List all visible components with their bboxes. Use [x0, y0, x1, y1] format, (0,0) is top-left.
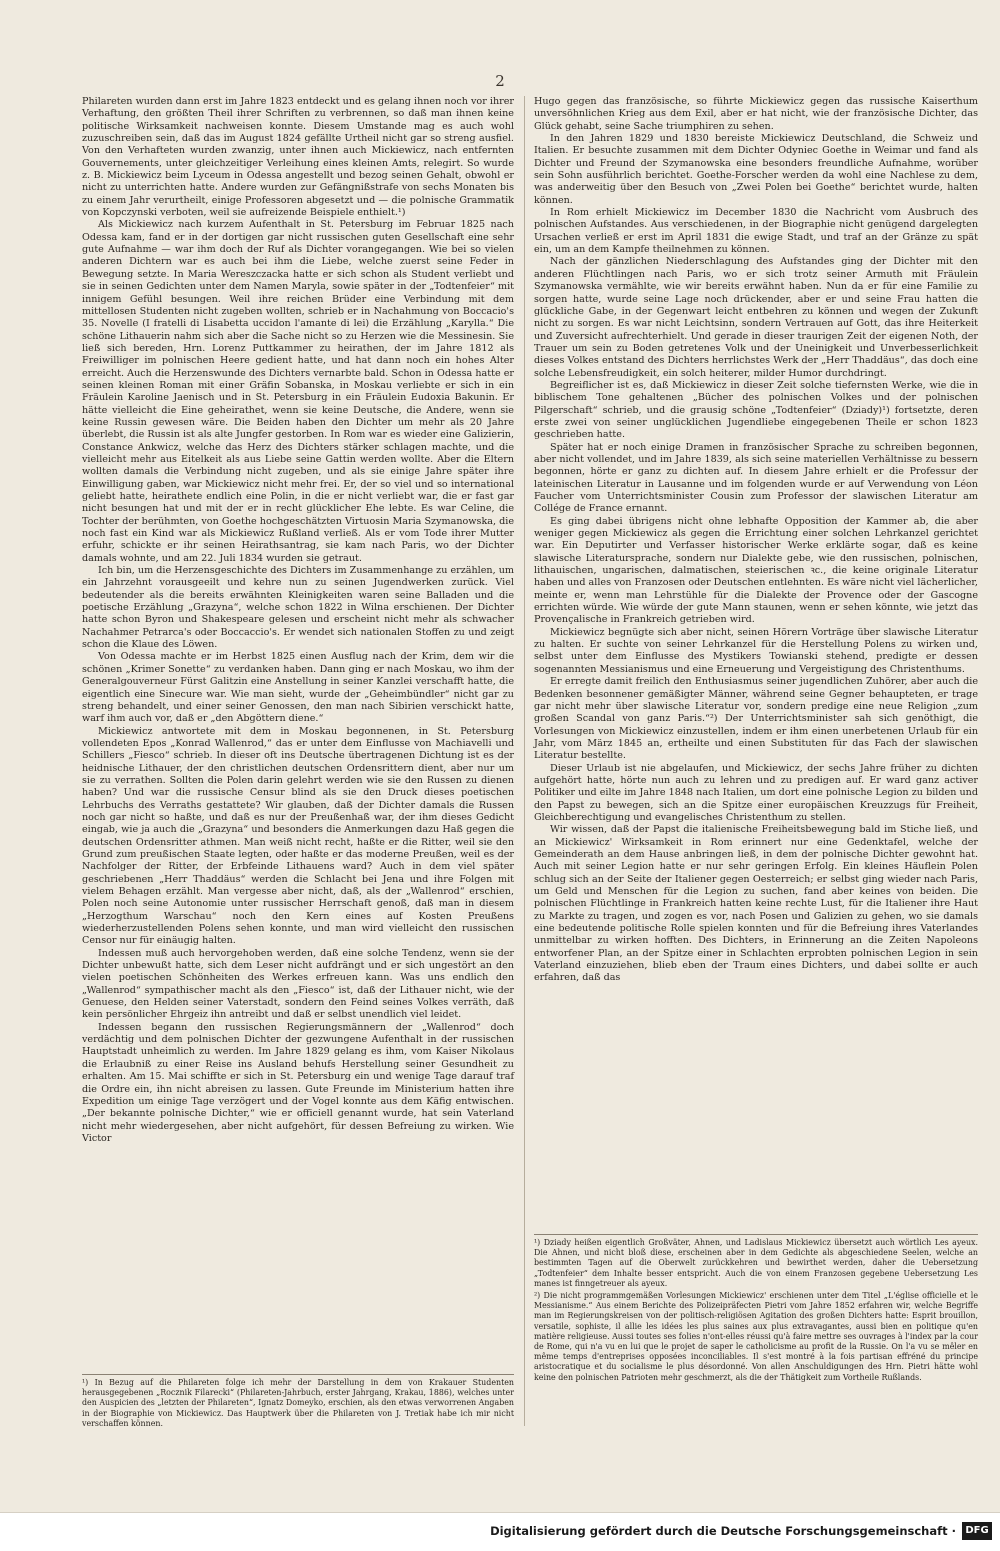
page-number: 2 [495, 72, 505, 90]
paragraph: Als Mickiewicz nach kurzem Aufenthalt in St. Petersburg im Februar 1825 nach Odessa kam, fand er in der dortigen gar nicht russischen guten Gesellschaft eine sehr gute Aufnahme — war ihm doch der Ruf als Dichter vorangegangen. Wie bei so vielen anderen Dichtern war es auch bei ihm die Liebe, welche zuerst seine Feder in Bewegung setzte. In Maria Wereszczacka hatte er sich schon als Student verliebt und sie in seinen Gedichten unter dem Namen Maryla, sowie später in der „Todtenfeier“ mit innigem Gefühl besungen. Weil ihre reichen Brüder eine Verbindung mit dem mittellosen Studenten nicht zugeben wollten, schrieb er in Nachahmung von Boccacio's 35. Novelle (I fratelli di Lisabetta uccidon l'amante di lei) die Erzählung „Karylla.“ Die schöne Lithauerin nahm sich aber die Sache nicht so zu Herzen wie die Messinesin. Sie ließ sich bereden, Hrn. Lorenz Puttkammer zu heirathen, der im Jahre 1812 als Freiwilliger im polnischen Heere gedient hatte, und hat dann noch ein hohes Alter erreicht. Auch die Herzenswunde des Dichters vernarbte bald. Schon in Odessa hatte er seinen kleinen Roman mit einer Gräfin Sobanska, in Moskau verliebte er sich in ein Fräulein Karoline Jaenisch und in St. Petersburg in ein Fräulein Eudoxia Bakunin. Er hätte vielleicht die Eine geheirathet, wenn sie keine Deutsche, die Andere, wenn sie keine Russin gewesen wäre. Die Beiden haben den Dichter um mehr als 20 Jahre überlebt, die Russin ist als alte Jungfer gestorben. In Rom war es wieder eine Galizierin, Constance Ankwicz, welche das Herz des Dichters stärker schlagen machte, und die vielleicht mehr aus Eitelkeit als aus Liebe seine Gattin werden wollte. Aber die Eltern wollten damals die Verbindung nicht zugeben, und als sie einige Jahre später ihre Einwilligung gaben, war Mickiewicz nicht mehr frei. Er, der so viel und so international geliebt hatte, heirathete endlich eine Polin, in die er nicht verliebt war, die er fast gar nicht besungen hat und mit der er in recht glücklicher Ehe lebte. Es war Celine, die Tochter der berühmten, von Goethe hochgeschätzten Virtuosin Maria Szymanowska, die noch fast ein Kind war als Mickiewicz Rußland verließ. Als er vom Tode ihrer Mutter erfuhr, schickte er ihr seinen Heirathsantrag, sie kam nach Paris, wo der Dichter damals wohnte, und am 22. Juli 1834 wurden sie getraut. [82, 219, 514, 564]
paragraph: Später hat er noch einige Dramen in französischer Sprache zu schreiben begonnen, aber nicht vollendet, und im Jahre 1839, als sich seine materiellen Verhältnisse zu bessern begonnen, hörte er ganz zu dichten auf. In diesem Jahre erhielt er die Professur der lateinischen Literatur in Lausanne und im folgenden wurde er auf Verwendung von Léon Faucher vom Unterrichtsminister Cousin zum Professor der slawischen Literatur am Collége de France ernannt. [534, 441, 978, 515]
paragraph: Ich bin, um die Herzensgeschichte des Dichters im Zusammenhange zu erzählen, um ein Jahrzehnt vorausgeeilt und kehre nun zu seinen Jugendwerken zurück. Viel bedeutender als die bereits erwähnten Kleinigkeiten waren seine Balladen und die poetische Erzählung „Grazyna“, welche schon 1822 in Wilna erschienen. Der Dichter hatte schon Byron und Shakespeare gelesen und erscheint nicht mehr als schwacher Nachahmer Petrarca's oder Boccaccio's. Er wendet sich nationalen Stoffen zu und zeigt schon die Klaue des Löwen. [82, 565, 514, 651]
footnote: ¹) Dziady heißen eigentlich Großväter, Ahnen, und Ladislaus Mickiewicz übersetzt auch wörtlich Les ayeux. Die Ahnen, und nicht bloß diese, erscheinen aber in dem Gedichte als abgeschiedene Seelen, welche an bestimmten Tagen auf die Oberwelt zurückkehren und bewirthet werden, daher die Uebersetzung „Todtenfeier“ dem Inhalte besser entspricht. Auch die von einem Franzosen gegebene Uebersetzung Les manes ist finngetreuer als ayeux. [534, 1238, 978, 1288]
paragraph: Hugo gegen das französische, so führte Mickiewicz gegen das russische Kaiserthum unversöhnlichen Krieg aus dem Exil, aber er hat nicht, wie der französische Dichter, das Glück gehabt, seine Sache triumphiren zu sehen. [534, 96, 978, 132]
paragraph: Nach der gänzlichen Niederschlagung des Aufstandes ging der Dichter mit den anderen Flüchtlingen nach Paris, wo er sich trotz seiner Armuth mit Fräulein Szymanowska vermählte, wie wir bereits erwähnt haben. Nun da er für eine Familie zu sorgen hatte, wurde seine Lage noch drückender, aber er und seine Frau hatten die glückliche Gabe, in der Gegenwart leicht entbehren zu können und wegen der Zukunft nicht zu sorgen. Es war nicht Leichtsinn, sondern Vertrauen auf Gott, das ihre Heiterkeit und Zuversicht aufrechterhielt. Und gerade in dieser traurigen Zeit der eigenen Noth, der Trauer um sein zu Boden getretenes Volk und der Uneinigkeit und Unverbesserlichkeit dieses Volkes entstand des Dichters herrlichstes Werk der „Herr Thaddäus“, das doch eine solche Lebensfreudigkeit, ein solch heiterer, milder Humor durchdringt. [534, 256, 978, 379]
paragraph: Indessen begann den russischen Regierungsmännern der „Wallenrod“ doch verdächtig und dem polnischen Dichter der gezwungene Aufenthalt in der russischen Hauptstadt unheimlich zu werden. Im Jahre 1829 gelang es ihm, vom Kaiser Nikolaus die Erlaubniß zu einer Reise ins Ausland behufs Herstellung seiner Gesundheit zu erhalten. Am 15. Mai schiffte er sich in St. Petersburg ein und wenige Tage darauf traf die Ordre ein, ihn nicht abreisen zu lassen. Gute Freunde im Ministerium hatten ihre Expedition um einige Tage verzögert und der Vogel konnte aus dem Käfig entwischen. „Der bekannte polnische Dichter,“ wie er officiell genannt wurde, hat sein Vaterland nicht mehr wiedergesehen, aber nicht aufgehört, für dessen Befreiung zu wirken. Wie Victor [82, 1021, 514, 1144]
dfg-logo[interactable]: DFG [962, 1522, 992, 1540]
paragraph: Wir wissen, daß der Papst die italienische Freiheitsbewegung bald im Stiche ließ, und an Mickiewicz' Wirksamkeit in Rom erinnert nur eine Gedenktafel, welche der Gemeinderath an dem Hause anbringen ließ, in dem der polnische Dichter gewohnt hat. Auch mit seiner Legion hatte er nur sehr geringen Erfolg. Ein kleines Häuflein Polen schlug sich an der Seite der Italiener gegen Oesterreich; er selbst ging wieder nach Paris, um Geld und Menschen für die Legion zu suchen, fand aber keines von beiden. Die polnischen Flüchtlinge in Frankreich hatten keine rechte Lust, für die Italiener ihre Haut zu Markte zu tragen, und zogen es vor, nach Posen und Galizien zu gehen, wo sie damals eine bedeutende politische Rolle spielen konnten und für die Befreiung ihres Vaterlandes unmittelbar zu wirken hofften. Des Dichters, in Erinnerung an die Zeiten Napoleons entworfener Plan, an der Spitze einer in Schlachten erprobten polnischen Legion in sein Vaterland einzuziehen, blieb eben der Traum eines Dichters, und dabei sollte er auch erfahren, daß das [534, 824, 978, 984]
paragraph: Dieser Urlaub ist nie abgelaufen, und Mickiewicz, der sechs Jahre früher zu dichten aufgehört hatte, hörte nun auch zu lehren und zu predigen auf. Er ward ganz activer Politiker und eilte im Jahre 1848 nach Italien, um dort eine polnische Legion zu bilden und den Papst zu bewegen, sich an die Spitze einer europäischen Kreuzzugs für Freiheit, Gleichberechtigung und evangelisches Christenthum zu stellen. [534, 762, 978, 823]
right-column [534, 96, 978, 985]
footnote-rule [534, 1234, 978, 1235]
paragraph: Philareten wurden dann erst im Jahre 1823 entdeckt und es gelang ihnen noch vor ihrer Verhaftung, den größten Theil ihrer Schriften zu verbrennen, so daß man ihnen keine politische Wirksamkeit nachweisen konnte. Diesem Umstande mag es auch wohl zuzuschreiben sein, daß das im August 1824 gefällte Urtheil nicht gar so streng ausfiel. Von den Verhafteten wurden zwanzig, unter ihnen auch Mickiewicz, nach entfernten Gouvernements, unter gleichzeitiger Verleihung eines kleinen Amts, relegirt. So wurde z. B. Mickiewicz beim Lyceum in Odessa angestellt und bezog seinen Gehalt, obwohl er nicht zu unterrichten hatte. Andere wurden zur Gefängnißstrafe von sechs Monaten bis zu einem Jahr verurtheilt, einige Professoren abgesetzt und — die polnische Grammatik von Kopczynski verboten, weil sie aufreizende Beispiele enthielt.¹) [82, 96, 514, 219]
paragraph: Er erregte damit freilich den Enthusiasmus seiner jugendlichen Zuhörer, aber auch die Bedenken besonnener gemäßigter Männer, während seine Gegner behaupteten, er trage gar nicht mehr über slawische Literatur vor, sondern predige eine neue Religion „zum großen Scandal von ganz Paris.“²) Der Unterrichtsminister sah sich genöthigt, die Vorlesungen von Mickiewicz einzustellen, indem er ihm einen unerbetenen Urlaub für ein Jahr, vom März 1845 an, ertheilte und einen Substituten für das Fach der slawischen Literatur bestellte. [534, 676, 978, 762]
paragraph: Mickiewicz antwortete mit dem in Moskau begonnenen, in St. Petersburg vollendeten Epos „Konrad Wallenrod,“ das er unter dem Einflusse von Machiavelli und Schillers „Fiesco“ schrieb. In dieser oft ins Deutsche übertragenen Dichtung ist es der heidnische Lithauer, der den christlichen deutschen Ordensrittern dient, aber nur um sie zu verrathen. Sollten die Polen darin gelehrt werden wie sie den Russen zu dienen haben? Und war die russische Censur blind als sie den Druck dieses poetischen Lehrbuchs des Verraths gestattete? Wir glauben, daß der Dichter damals die Russen noch gar nicht so haßte, und daß es nur der Preußenhaß war, der ihm dieses Gedicht eingab, wie ja auch die „Grazyna“ und besonders die Anmerkungen dazu Haß gegen die deutschen Ordensritter athmen. Man weiß nicht recht, haßte er die Ritter, weil sie den Grund zum preußischen Staate legten, oder haßte er das moderne Preußen, weil es der Nachfolger der Ritter, der Erbfeinde Lithauens ward? Auch in dem viel später geschriebenen „Herr Thaddäus“ werden die Schlacht bei Jena und ihre Folgen mit vielem Behagen erzählt. Man vergesse aber nicht, daß, als der „Wallenrod“ erschien, Polen noch seine Autonomie unter russischer Herrschaft genoß, daß man in diesem „Herzogthum Warschau“ noch den Kern eines auf Kosten Preußens wiederherzustellenden Polens sehen konnte, und man wird vielleicht den russischen Censor nur für einäugig halten. [82, 725, 514, 947]
paragraph: Indessen muß auch hervorgehoben werden, daß eine solche Tendenz, wenn sie der Dichter unbewußt hatte, sich dem Leser nicht aufdrängt und er sich ungestört an den vielen poetischen Schönheiten des Werkes erfreuen kann. Was uns endlich den „Wallenrod“ sympathischer macht als den „Fiesco“ ist, daß der Lithauer nicht, wie der Genuese, den Helden seiner Vaterstadt, sondern den Feind seines Volkes verräth, daß kein persönlicher Ehrgeiz ihn antreibt und daß er selbst unendlich viel leidet. [82, 947, 514, 1021]
footnote-rule [82, 1374, 514, 1375]
footnote: ¹) In Bezug auf die Philareten folge ich mehr der Darstellung in dem von Krakauer Studenten herausgegebenen „Rocznik Filarecki“ (Philareten-Jahrbuch, erster Jahrgang, Krakau, 1886), welches unter den Auspicien des „letzten der Philareten“, Ignatz Domeyko, erschien, als den etwas verworrenen Angaben in der Biographie von Mickiewicz. Das Hauptwerk über die Philareten von J. Tretiak habe ich mir nicht verschaffen können. [82, 1378, 514, 1428]
paragraph: In den Jahren 1829 und 1830 bereiste Mickiewicz Deutschland, die Schweiz und Italien. Er besuchte zusammen mit dem Dichter Odyniec Goethe in Weimar und fand als Dichter und Freund der Szymanowska eine besonders freundliche Aufnahme, worüber sein Sohn ausführlich berichtet. Goethe-Forscher werden da wohl eine Nachlese zu dem, was anderweitig über den Besuch von „Zwei Polen bei Goethe“ berichtet wurde, halten können. [534, 133, 978, 206]
footnotes-right [534, 1234, 978, 1385]
paragraph: Von Odessa machte er im Herbst 1825 einen Ausflug nach der Krim, dem wir die schönen „Krimer Sonette“ zu verdanken haben. Dann ging er nach Moskau, wo ihm der Generalgouverneur Fürst Galitzin eine Anstellung in seiner Kanzlei verschafft hatte, die eigentlich eine Sinecure war. Wie man sieht, wurde der „Geheimbündler“ nicht gar zu streng behandelt, und einer seiner Genossen, den man nach Sibirien verschickt hatte, warf ihm auch vor, daß er „den Abgöttern diene.“ [82, 651, 514, 725]
footnotes-left [82, 1374, 514, 1431]
column-divider [524, 96, 525, 1426]
paragraph: Es ging dabei übrigens nicht ohne lebhafte Opposition der Kammer ab, die aber weniger gegen Mickiewicz als gegen die Errichtung einer solchen Lehrkanzel gerichtet war. Ein Deputirter und Verfasser historischer Werke erklärte sogar, daß es keine slawische Literatursprache, sondern nur Dialekte gebe, wie den russischen, polnischen, lithauischen, ungarischen, dalmatischen, steierischen ꝛc., die keine originale Literatur haben und alles von Franzosen oder Deutschen entlehnten. Es wäre nicht viel lächerlicher, meinte er, wenn man Lehrstühle für die Dialekte der Provence oder der Gascogne errichten würde. Wie würde der gute Mann staunen, wenn er sehen könnte, wie jetzt das Provençalische in Frankreich getrieben wird. [534, 515, 978, 626]
left-column [82, 96, 514, 1145]
digitization-footer [0, 1512, 1000, 1551]
footnote: ²) Die nicht programmgemäßen Vorlesungen Mickiewicz' erschienen unter dem Titel „L'église officielle et le Messianisme.“ Aus einem Berichte des Polizeipräfecten Pietri vom Jahre 1852 erfahren wir, welche Begriffe man im Regierungskreisen von der politisch-religiösen Agitation des großen Dichters hatte: Esprit brouillon, versatile, sophiste, il allie les idées les plus saines aux plus extravagantes, aussi bien en politique qu'en matière religieuse. Aussi toutes ses folies n'ont-elles réussi qu'à faire mettre ses ouvrages à l'index par la cour de Rome, qui n'a vu en lui que le projet de saper le catholicisme au profit de la Russie. On l'a vu se mêler en même temps d'entreprises opposées inconciliables. Il s'est montré à la fois partisan effréné du principe aristocratique et du socialisme le plus désordonné. Von allen Anschuldigungen des Hrn. Pietri hätte wohl keine den polnischen Patrioten mehr geschmerzt, als die der Thätigkeit zum Vortheile Rußlands. [534, 1291, 978, 1382]
paragraph: Begreiflicher ist es, daß Mickiewicz in dieser Zeit solche tiefernsten Werke, wie die in biblischem Tone gehaltenen „Bücher des polnischen Volkes und der polnischen Pilgerschaft“ schrieb, und die grausig schöne „Todtenfeier“ (Dziady)¹) fortsetzte, deren erste zwei von seiner unglücklichen Jugendliebe eingegebenen Theile er schon 1823 geschrieben hatte. [534, 379, 978, 441]
paragraph: Mickiewicz begnügte sich aber nicht, seinen Hörern Vorträge über slawische Literatur zu halten. Er suchte von seiner Lehrkanzel für die Herstellung Polens zu wirken und, selbst unter dem Einflusse des Mystikers Towianski stehend, predigte er dessen sogenannten Messianismus und eine Erneuerung und Vergeistigung des Christenthums. [534, 626, 978, 675]
funding-credit: Digitalisierung gefördert durch die Deutsche Forschungsgemeinschaft · [490, 1524, 956, 1538]
paragraph: In Rom erhielt Mickiewicz im December 1830 die Nachricht vom Ausbruch des polnischen Aufstandes. Aus verschiedenen, in der Biographie nicht genügend dargelegten Ursachen verließ er erst im April 1831 die ewige Stadt, und traf an der Gränze zu spät ein, um an dem Kampfe theilnehmen zu können. [534, 207, 978, 256]
